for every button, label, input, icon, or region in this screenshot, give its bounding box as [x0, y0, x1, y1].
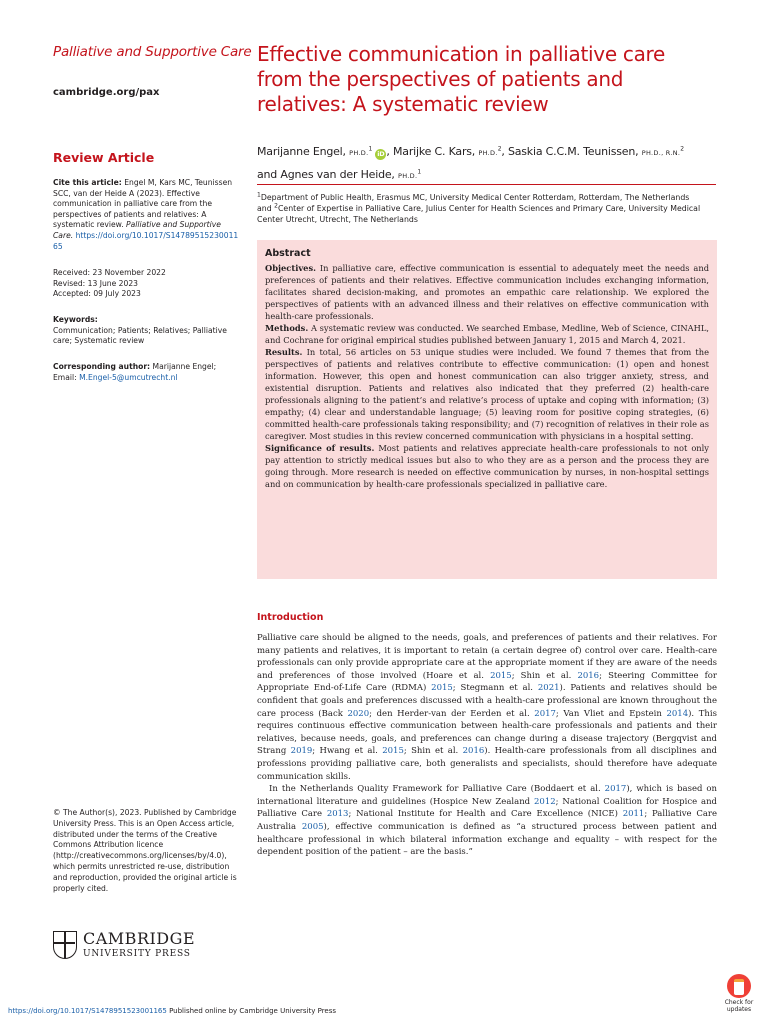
- citation-link[interactable]: 2016: [462, 746, 485, 757]
- affiliations: [257, 192, 717, 226]
- title-line: Effective communication in palliative care: [257, 42, 666, 66]
- updates-label: [718, 999, 760, 1013]
- affiliation-text: Center of Expertise in Palliative Care, Julius Center for Health Sciences and Primary Care, University Medical Center Utrecht, Utrecht, The Netherlands: [257, 204, 701, 225]
- abstract-results: [265, 346, 709, 442]
- logo-line1: CAMBRIDGE: [83, 929, 196, 948]
- introduction-heading: Introduction: [257, 612, 324, 623]
- body-paragraph: In the Netherlands Quality Framework for Palliative Care (Boddaert et al. 2017), which is based on international literature and guidelines (Hospice New Zealand 2012; National Coalition for Hospice and Palliative Care 2013; National Institute for Health and Care Excellence (NICE) 2011; Palliative Care Australia 2005), effective communication is defined as “a structured process between patient and healthcare professional in which bilateral information exchange and equality – with respect for the dependent position of the patient – are the basis.”: [257, 784, 717, 858]
- section-text: A systematic review was conducted. We searched Embase, Medline, Web of Science, CINAHL, and Cochrane for original empirical studies published between January 1, 2015 and March 4, 2021.: [265, 323, 709, 345]
- author-and: and: [257, 168, 278, 181]
- body-paragraph: Palliative care should be aligned to the needs, goals, and preferences of patients and their relatives. For many patients and relatives, it is important to retain (a certain degree of) control over care. Health-care professionals can only provide appropriate care at the appropriate moment if they are aware of the needs and preferences of those involved (Hoare et al. 2015; Shin et al. 2016; Steering Committee for Appropriate End-of-Life Care (RDMA) 2015; Stegmann et al. 2021). Patients and relatives should be confident that goals and preferences discussed with a health-care professional are known throughout the care process (Back 2020; den Herder-van der Eerden et al. 2017; Van Vliet and Epstein 2014). This requires continuous effective communication between health-care professionals and patients and their relatives, because needs, goals, and preferences can change during a disease trajectory (Bergqvist and Strang 2019; Hwang et al. 2015; Shin et al. 2016). Health-care professionals from all disciplines and professions providing palliative care, both generalists and specialists, should therefore have adequate communication skills.: [257, 633, 717, 782]
- author-degree: PH.D.: [398, 172, 418, 180]
- accepted-date: Accepted: 09 July 2023: [53, 289, 141, 299]
- citation-link[interactable]: 2013: [326, 809, 349, 820]
- affil-sup: 2: [497, 145, 502, 153]
- footer-doi-link[interactable]: https://doi.org/10.1017/S1478951523001165: [8, 1007, 167, 1015]
- citation-link[interactable]: 2017: [534, 708, 556, 719]
- abstract-significance: [265, 442, 709, 490]
- abstract-heading: Abstract: [265, 248, 311, 259]
- author-name: Marijanne Engel,: [257, 145, 346, 158]
- author-list: Marijanne Engel, PH.D.$^1$ iD , Marijke C. Kars, PH.D.$^2$, Saskia C.C.M. Teunissen, PH.D., R.N.$^2$ and Agnes van der Heide, PH.D.$^1$: [257, 145, 684, 181]
- affiliation-item: [257, 203, 717, 225]
- received-date: Received: 23 November 2022: [53, 268, 166, 277]
- citation-link[interactable]: 2012: [534, 796, 556, 807]
- shield-icon: [53, 931, 77, 959]
- cite-label: Cite this article:: [53, 178, 122, 187]
- citation-link[interactable]: 2014: [666, 708, 689, 719]
- updates-line: updates: [726, 1006, 752, 1013]
- journal-url-link[interactable]: cambridge.org/pax: [53, 87, 160, 98]
- affiliation-divider: [257, 184, 716, 185]
- citation-link[interactable]: 2011: [622, 809, 645, 820]
- affil-sup: 1: [417, 168, 421, 176]
- citation-link[interactable]: 2015: [490, 670, 512, 681]
- keywords-label: Keywords:: [53, 315, 98, 324]
- citation-link[interactable]: 2005: [301, 821, 324, 832]
- affil-sup: 2: [274, 202, 278, 210]
- author-degree: PH.D.: [349, 149, 369, 157]
- cite-doi-link[interactable]: https://doi.org/10.1017/S1478951523001165: [53, 230, 239, 251]
- citation-link[interactable]: 2021: [537, 683, 560, 694]
- section-text: In palliative care, effective communication is essential to adequately meet the needs and preferences of patients and their relatives. Effective communication includes exchanging information, facilitates shared decision-making, and promotes an empathic care relationship. We explored the perspectives of patients with an advanced illness and their relatives on effective communication with health-care professionals.: [265, 263, 710, 321]
- keywords-block: [53, 315, 241, 347]
- abstract-methods: [265, 322, 709, 346]
- corresponding-name: Marijanne Engel;: [152, 362, 217, 371]
- orcid-icon[interactable]: iD: [377, 150, 385, 158]
- copyright-notice: © The Author(s), 2023. Published by Cambridge University Press. This is an Open Access article, distributed under the terms of the Creative Commons Attribution licence (http://creativecommons.org/licenses/by/4.0), which permits unrestricted re-use, distribution and reproduction, provided the original article is properly cited.: [53, 808, 237, 893]
- article-type: Review Article: [53, 150, 155, 165]
- journal-name: Palliative and Supportive Care: [53, 44, 252, 60]
- page-footer: [8, 1007, 336, 1015]
- bookmark-icon: [727, 974, 751, 998]
- citation-link[interactable]: 2015: [431, 683, 453, 694]
- email-label: Email:: [53, 372, 77, 382]
- affiliation-prefix: and: [257, 204, 272, 214]
- footer-text: Published online by Cambridge University Press: [169, 1007, 337, 1015]
- author-degree: PH.D.: [478, 149, 498, 157]
- dates-block: [53, 268, 241, 300]
- affiliation-text: Department of Public Health, Erasmus MC, University Medical Center Rotterdam, Rotterdam, The Netherlands: [260, 193, 690, 202]
- citation-link[interactable]: 2019: [290, 746, 313, 757]
- author-name: Marijke C. Kars,: [393, 145, 476, 158]
- cambridge-logo: [53, 929, 196, 962]
- abstract-box: [257, 240, 717, 579]
- section-text: In total, 56 articles on 53 unique studies were included. We found 7 themes that from the perspectives of patients and relatives contribute to effective communication: (1) open and honest information. However, this open and honest communication can also trigger anxiety, stress, and existential disruption. Patients and relatives also indicated that they preferred (2) health-care professionals aligning to the patient’s and relative’s process of uptake and coping with information; (3) empathy; (4) clear and understandable language; (5) leaving room for positive coping strategies, (6) committed health-care professionals taking responsibility; and (7) recognition of relatives in their role as caregiver. Most studies in this review concerned communication with physicians in a hospital setting.: [265, 347, 709, 441]
- title-line: relatives: A systematic review: [257, 92, 549, 116]
- keywords-text: Communication; Patients; Relatives; Palliative care; Systematic review: [53, 325, 227, 346]
- abstract-objectives: [265, 262, 709, 322]
- updates-line: Check for: [724, 999, 754, 1006]
- section-label: Methods.: [265, 323, 309, 333]
- article-title: [257, 42, 727, 117]
- title-line: from the perspectives of patients and: [257, 67, 624, 91]
- citation-link[interactable]: 2015: [382, 746, 404, 757]
- cite-journal: Palliative and Supportive Care.: [53, 220, 221, 240]
- corresponding-label: Corresponding author:: [53, 362, 151, 371]
- section-label: Significance of results.: [265, 443, 375, 453]
- affil-sup: 1: [257, 191, 261, 199]
- affiliation-item: [257, 192, 717, 203]
- revised-date: Revised: 13 June 2023: [53, 278, 138, 288]
- section-text: Most patients and relatives appreciate health-care professionals to not only pay attention to strictly medical issues but also to who they are as a person and the process they are going through. More research is needed on effective communication by nurses, in non-hospital settings and on communication by health-care professionals specialized in palliative care.: [265, 443, 709, 489]
- introduction-body: [257, 632, 717, 859]
- affil-sup: 2: [680, 145, 684, 153]
- section-label: Results.: [265, 347, 303, 357]
- author-name: Saskia C.C.M. Teunissen,: [507, 145, 639, 158]
- author-name: Agnes van der Heide,: [280, 168, 395, 181]
- affil-sup: 1: [368, 145, 373, 153]
- corresponding-block: [53, 362, 241, 383]
- check-for-updates-badge[interactable]: [718, 972, 760, 1016]
- citation-link[interactable]: 2016: [577, 670, 600, 681]
- email-link[interactable]: M.Engel-5@umcutrecht.nl: [79, 372, 178, 382]
- cite-text: Engel M, Kars MC, Teunissen SCC, van der Heide A (2023). Effective communication in palliative care from the perspectives of patients and relatives: A systematic review.: [53, 178, 233, 230]
- citation-block: [53, 178, 241, 252]
- author-degree: PH.D., R.N.: [641, 149, 681, 157]
- logo-line2: UNIVERSITY PRESS: [83, 949, 191, 959]
- citation-link[interactable]: 2017: [604, 784, 627, 795]
- section-label: Objectives.: [265, 263, 317, 273]
- citation-link[interactable]: 2020: [347, 708, 370, 719]
